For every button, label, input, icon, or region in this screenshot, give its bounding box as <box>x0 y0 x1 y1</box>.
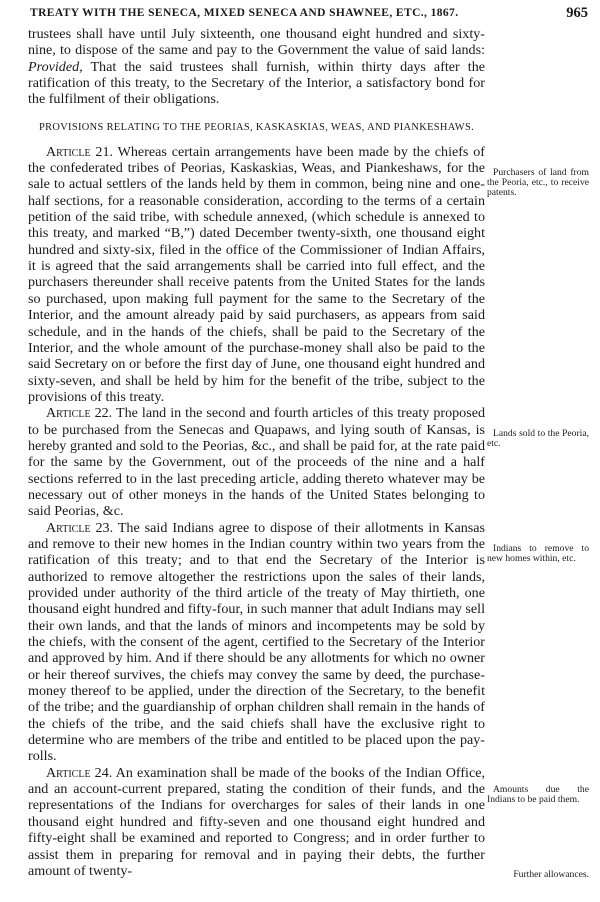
article-label: Article 24. <box>46 764 113 781</box>
article-label: Article 22. <box>46 405 113 422</box>
margin-note-lands-sold: Lands sold to the Peoria, etc. <box>487 428 589 449</box>
margin-note-further-allowances: Further allowances. <box>513 869 589 880</box>
running-header <box>0 4 600 24</box>
continued-paragraph <box>28 26 485 108</box>
article-text: The land in the second and fourth articles of this treaty proposed to be purchased from the Senecas and Quapaws, and lying south of Kansas, is hereby granted and sold to the Peorias, &c., and shall be paid for, at the rate paid for the same by the Government, out of the proceeds of the nine and a half sections referred to in the last preceding article, adding thereto whatever may be necessary out of other moneys in the hands of the United States belonging to said Peorias, &c. <box>28 405 486 520</box>
provided-word: Provided, <box>28 58 83 75</box>
article-text: Whereas certain arrangements have been made by the chiefs of the confederated tribes of Peorias, Kaskaskias, Weas, and Piankeshaws, for the sale to actual settlers of the lands held by them in common, being nine and one-half sections, for a reasonable consideration, according to the terms of a certain petition of the said tribe, with schedule annexed, (which schedule is annexed to this treaty, and marked “B,”) dated December twenty-sixth, one thousand eight hundred and sixty-six, filed in the office of the Commissioner of Indian Affairs, it is agreed that the said arrangements shall be carried into full effect, and the purchasers thereunder shall receive patents from the United States for the lands so purchased, upon making full payment for the same to the Secretary of the Interior, and the amount already paid by said purchasers, as appears from said schedule, and in the hands of the chiefs, shall be paid to the Secretary of the Interior, and the whole amount of the purchase-money shall also be paid to the said Secretary on or before the first day of June, one thousand eight hundred and sixty-seven, and shall be held by him for the benefit of the tribe, subject to the provisions of this treaty. <box>28 143 485 405</box>
running-head-title: TREATY WITH THE SENECA, MIXED SENECA AND SHAWNEE, ETC., 1867. <box>30 7 459 19</box>
margin-note-amounts-due: Amounts due the Indians to be paid them. <box>487 784 589 805</box>
article-label: Article 23. <box>46 519 114 536</box>
section-heading: PROVISIONS RELATING TO THE PEORIAS, KASKASKIAS, WEAS, AND PIANKESHAWS. <box>38 121 475 133</box>
margin-note-purchasers: Purchasers of land from the Peoria, etc., to receive patents. <box>487 167 589 198</box>
article-text: The said Indians agree to dispose of their allotments in Kansas and remove to their new homes in the Indian country within two years from the ratification of this treaty; and to that end the Secretary of the Interior is authorized to remove altogether the restrictions upon the sales of their lands, provided under authority of the third article of the treaty of May thirtieth, one thousand eight hundred and fifty-four, in such manner that adult Indians may sell their own lands, and that the lands of minors and incompetents may be sold by the chiefs, with the consent of the agent, certified to the Secretary of the Interior and approved by him. And if there should be any allotments for which no owner or heir thereof survives, the chiefs may convey the same by deed, the purchase-money thereof to be applied, under the direction of the Secretary, to the benefit of the tribe; and the guardianship of orphan children shall remain in the hands of the chiefs of the tribe, and the said chiefs shall have the exclusive right to determine who are members of the tribe and entitled to be placed upon the pay-rolls. <box>28 519 486 765</box>
intro-text-before: trustees shall have until July sixteenth, one thousand eight hundred and sixty-nine, to dispose of the same and pay to the Government the value of said lands: <box>28 26 485 59</box>
treaty-text <box>28 26 485 879</box>
article-label: Article 21. <box>46 143 114 160</box>
intro-text-after: That the said trustees shall furnish, within thirty days after the ratification of this treaty, to the Secretary of the Interior, a satisfactory bond for the fulfilment of their obligations. <box>28 58 485 108</box>
page-number: 965 <box>566 5 588 21</box>
article-text: An examination shall be made of the books of the Indian Office, and an account-current prepared, stating the condition of their funds, and the representations of the Indians for overcharges for sales of their lands in one thousand eight hundred and fifty-seven and one thousand eight hundred and fifty-eight shall be examined and reported to Congress; and in order further to assist them in preparing for removal and in paying their debts, the further amount of twenty- <box>28 764 486 879</box>
article-21 <box>28 144 485 406</box>
article-22 <box>28 405 485 519</box>
article-23 <box>28 520 485 765</box>
article-24 <box>28 765 485 879</box>
margin-note-remove: Indians to remove to new homes within, etc. <box>487 543 589 564</box>
